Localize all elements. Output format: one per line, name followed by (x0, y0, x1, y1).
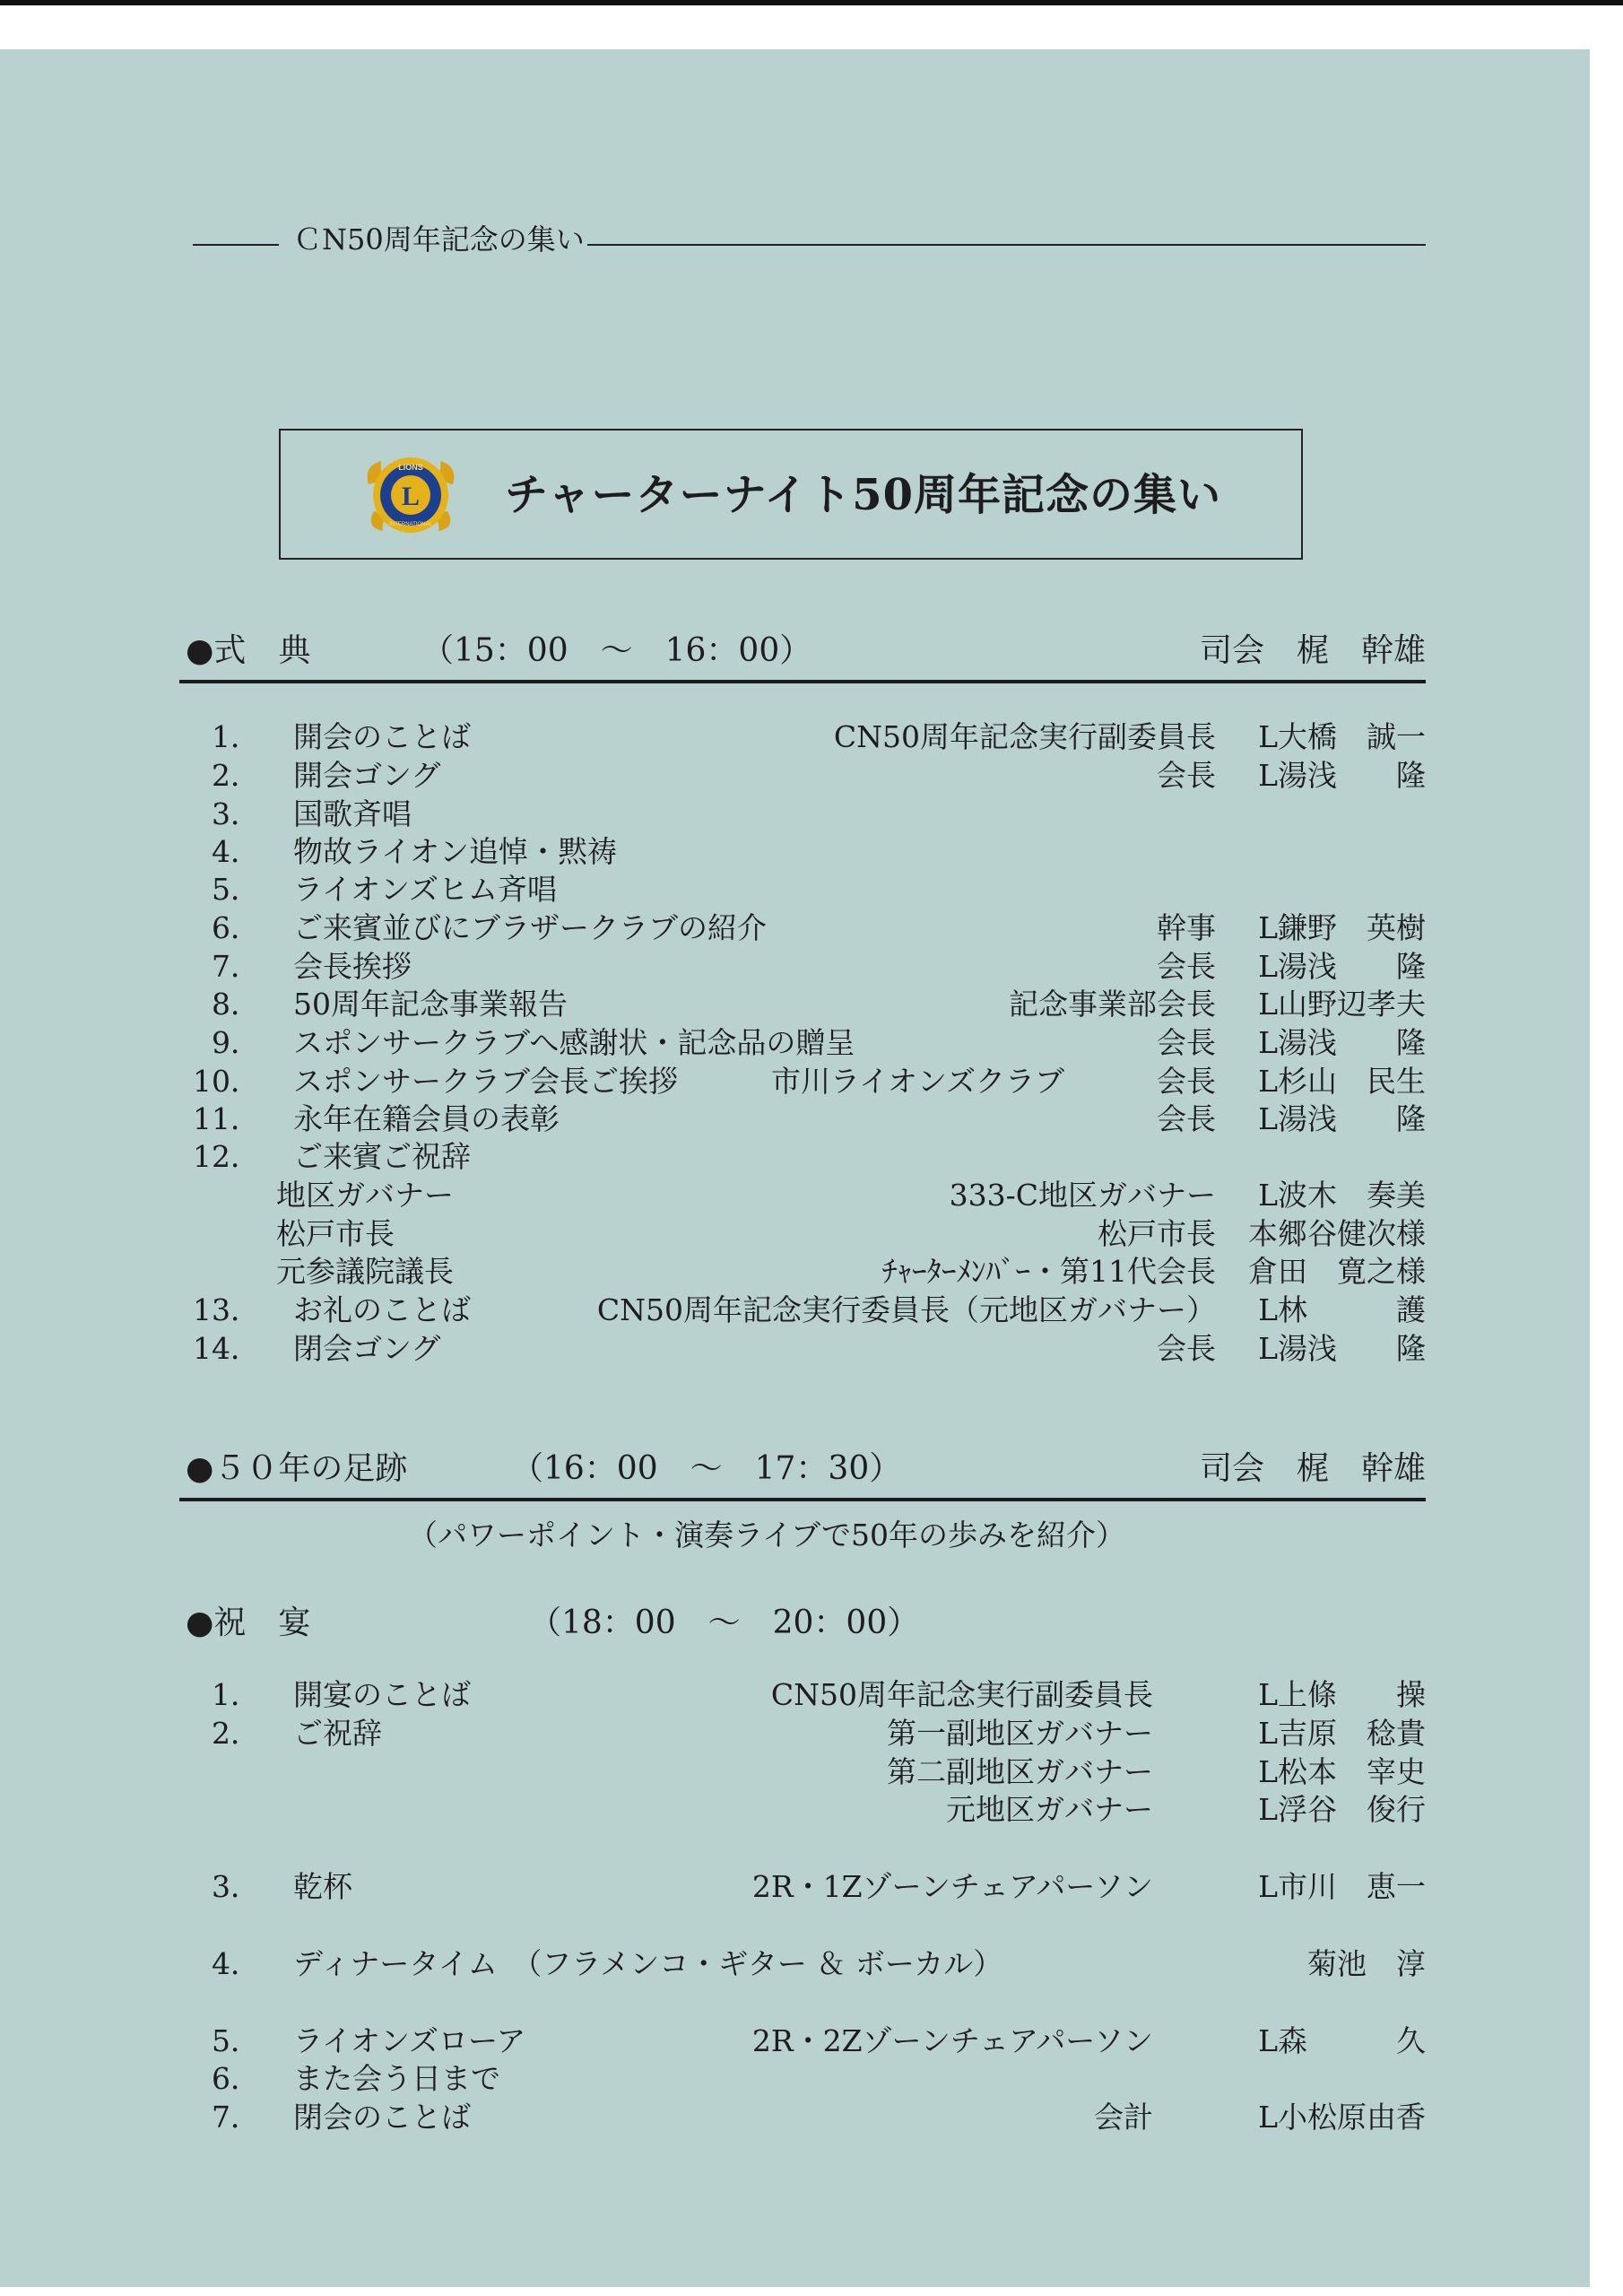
item-role: 第二副地区ガバナー (887, 1754, 1153, 1789)
item-role: 2R・2Zゾーンチェアパーソン (751, 2023, 1153, 2058)
item-number: 10． (193, 1064, 260, 1099)
item-title: 開会ゴング (293, 758, 441, 793)
section-history-note: （パワーポイント・演奏ライブで50年の歩みを紹介） (408, 1518, 1126, 1552)
section-history-time: （16：00 ～ 17：30） (511, 1450, 902, 1487)
item-title: ご来賓並びにブラザークラブの紹介 (293, 910, 767, 945)
item-title: ご来賓ご祝辞 (293, 1139, 471, 1174)
item-person: L松本 宰史 (1258, 1754, 1426, 1789)
section-history-mc: 司会 梶 幹雄 (1199, 1450, 1426, 1487)
item-number: 8． (212, 987, 260, 1022)
item-title: ライオンズローア (293, 2023, 526, 2058)
item-number: 5． (212, 2023, 260, 2058)
item-number: 4． (212, 834, 260, 869)
item-title: 物故ライオン追悼・黙祷 (293, 834, 618, 869)
item-person: L湯浅 隆 (1258, 949, 1426, 984)
item-title: 地区ガバナー (276, 1178, 454, 1213)
title-box (279, 429, 1303, 560)
item-person: L湯浅 隆 (1258, 1101, 1426, 1136)
logo-bottom-text: INTERNATIONAL (389, 522, 432, 527)
item-organization: 市川ライオンズクラブ (771, 1064, 1065, 1099)
item-person: L浮谷 俊行 (1258, 1792, 1426, 1827)
item-number: 9． (212, 1025, 260, 1060)
section-history-rule (179, 1498, 1426, 1501)
section-ceremony-rule (179, 680, 1426, 683)
item-title: ライオンズヒム斉唱 (293, 872, 558, 907)
item-role: 会長 (1157, 1064, 1216, 1099)
item-role: 会長 (1157, 1331, 1216, 1366)
item-title: 永年在籍会員の表彰 (293, 1101, 560, 1136)
item-person: L湯浅 隆 (1258, 758, 1426, 793)
item-role: ﾁｬｰﾀｰﾒﾝﾊﾞｰ・第11代会長 (882, 1254, 1216, 1289)
item-number: 1． (212, 1677, 260, 1712)
section-ceremony-title: ●式 典 (186, 632, 311, 669)
item-title: 開会のことば (293, 719, 471, 754)
item-person: L上條 操 (1258, 1677, 1426, 1712)
item-number: 7． (212, 949, 260, 984)
item-person: 倉田 寛之様 (1248, 1254, 1426, 1289)
item-number: 13． (193, 1292, 260, 1327)
item-number: 2． (212, 758, 260, 793)
item-title: 会長挨拶 (293, 949, 412, 984)
item-number: 1． (212, 719, 260, 754)
item-role: 2R・1Zゾーンチェアパーソン (751, 1869, 1153, 1904)
item-number: 5． (212, 872, 260, 907)
item-person: L山野辺孝夫 (1258, 987, 1426, 1022)
item-person: L吉原 稔貴 (1258, 1716, 1426, 1751)
item-role: 松戸市長 (1098, 1216, 1216, 1251)
scan-edge (0, 0, 1623, 5)
item-person: L小松原由香 (1258, 2100, 1426, 2135)
item-title: 元参議院議長 (276, 1254, 454, 1289)
item-title: 松戸市長 (276, 1216, 395, 1251)
section-ceremony-time: （15：00 ～ 16：00） (421, 632, 812, 669)
item-role: CN50周年記念実行委員長（元地区ガバナー） (596, 1292, 1216, 1327)
item-number: 7． (212, 2100, 260, 2135)
item-person: L市川 恵一 (1258, 1869, 1426, 1904)
item-number: 3． (212, 796, 260, 831)
item-role: CN50周年記念実行副委員長 (770, 1677, 1153, 1712)
item-number: 4． (212, 1946, 260, 1981)
item-title: ディナータイム （フラメンコ・ギター ＆ ボーカル） (293, 1946, 1003, 1981)
logo-letter: L (401, 482, 421, 511)
item-title: 50周年記念事業報告 (293, 987, 568, 1022)
item-title: 閉会のことば (293, 2100, 471, 2135)
item-person: L杉山 民生 (1258, 1064, 1426, 1099)
section-history-title: ●５０年の足跡 (186, 1450, 408, 1487)
item-number: 12． (193, 1139, 260, 1174)
lions-logo (361, 448, 460, 542)
item-role: CN50周年記念実行副委員長 (833, 719, 1216, 754)
item-number: 6． (212, 910, 260, 945)
item-person: L林 護 (1258, 1292, 1426, 1327)
header-text: ＣN50周年記念の集い (293, 222, 585, 257)
item-person: 本郷谷健次様 (1248, 1216, 1426, 1251)
item-title: スポンサークラブ会長ご挨拶 (293, 1064, 678, 1099)
item-role: 会長 (1157, 1101, 1216, 1136)
item-number: 6． (212, 2061, 260, 2096)
item-role: 第一副地区ガバナー (887, 1716, 1153, 1751)
item-role: 333-C地区ガバナー (949, 1178, 1216, 1213)
item-person: L湯浅 隆 (1258, 1331, 1426, 1366)
item-person: 菊池 淳 (1307, 1946, 1426, 1981)
item-title: 乾杯 (293, 1869, 352, 1904)
section-banquet-title: ●祝 宴 (186, 1605, 311, 1641)
item-role: 記念事業部会長 (1009, 987, 1216, 1022)
item-person: L鎌野 英樹 (1258, 910, 1426, 945)
item-person: L森 久 (1258, 2023, 1426, 2058)
item-number: 3． (212, 1869, 260, 1904)
item-number: 14． (193, 1331, 260, 1366)
item-title: 開宴のことば (293, 1677, 471, 1712)
item-person: L大橋 誠一 (1258, 719, 1426, 754)
item-title: 閉会ゴング (293, 1331, 441, 1366)
header-rule-left (193, 244, 279, 246)
item-title: お礼のことば (293, 1292, 471, 1327)
section-banquet-time: （18：00 ～ 20：00） (529, 1605, 920, 1641)
header-rule-right (587, 244, 1426, 246)
item-role: 幹事 (1157, 910, 1216, 945)
logo-top-text: LIONS (398, 463, 423, 472)
item-number: 2． (212, 1716, 260, 1751)
item-role: 元地区ガバナー (946, 1792, 1153, 1827)
item-person: L湯浅 隆 (1258, 1025, 1426, 1060)
item-number: 11． (193, 1101, 260, 1136)
item-title: スポンサークラブへ感謝状・記念品の贈呈 (293, 1025, 855, 1060)
item-title: 国歌斉唱 (293, 796, 412, 831)
item-role: 会長 (1157, 1025, 1216, 1060)
page-title: チャーターナイト50周年記念の集い (505, 470, 1221, 520)
item-role: 会長 (1157, 758, 1216, 793)
item-person: L波木 奏美 (1258, 1178, 1426, 1213)
item-title: ご祝辞 (293, 1716, 382, 1751)
section-ceremony-mc: 司会 梶 幹雄 (1199, 632, 1426, 669)
item-role: 会長 (1157, 949, 1216, 984)
item-role: 会計 (1094, 2100, 1153, 2135)
item-title: また会う日まで (293, 2061, 500, 2096)
